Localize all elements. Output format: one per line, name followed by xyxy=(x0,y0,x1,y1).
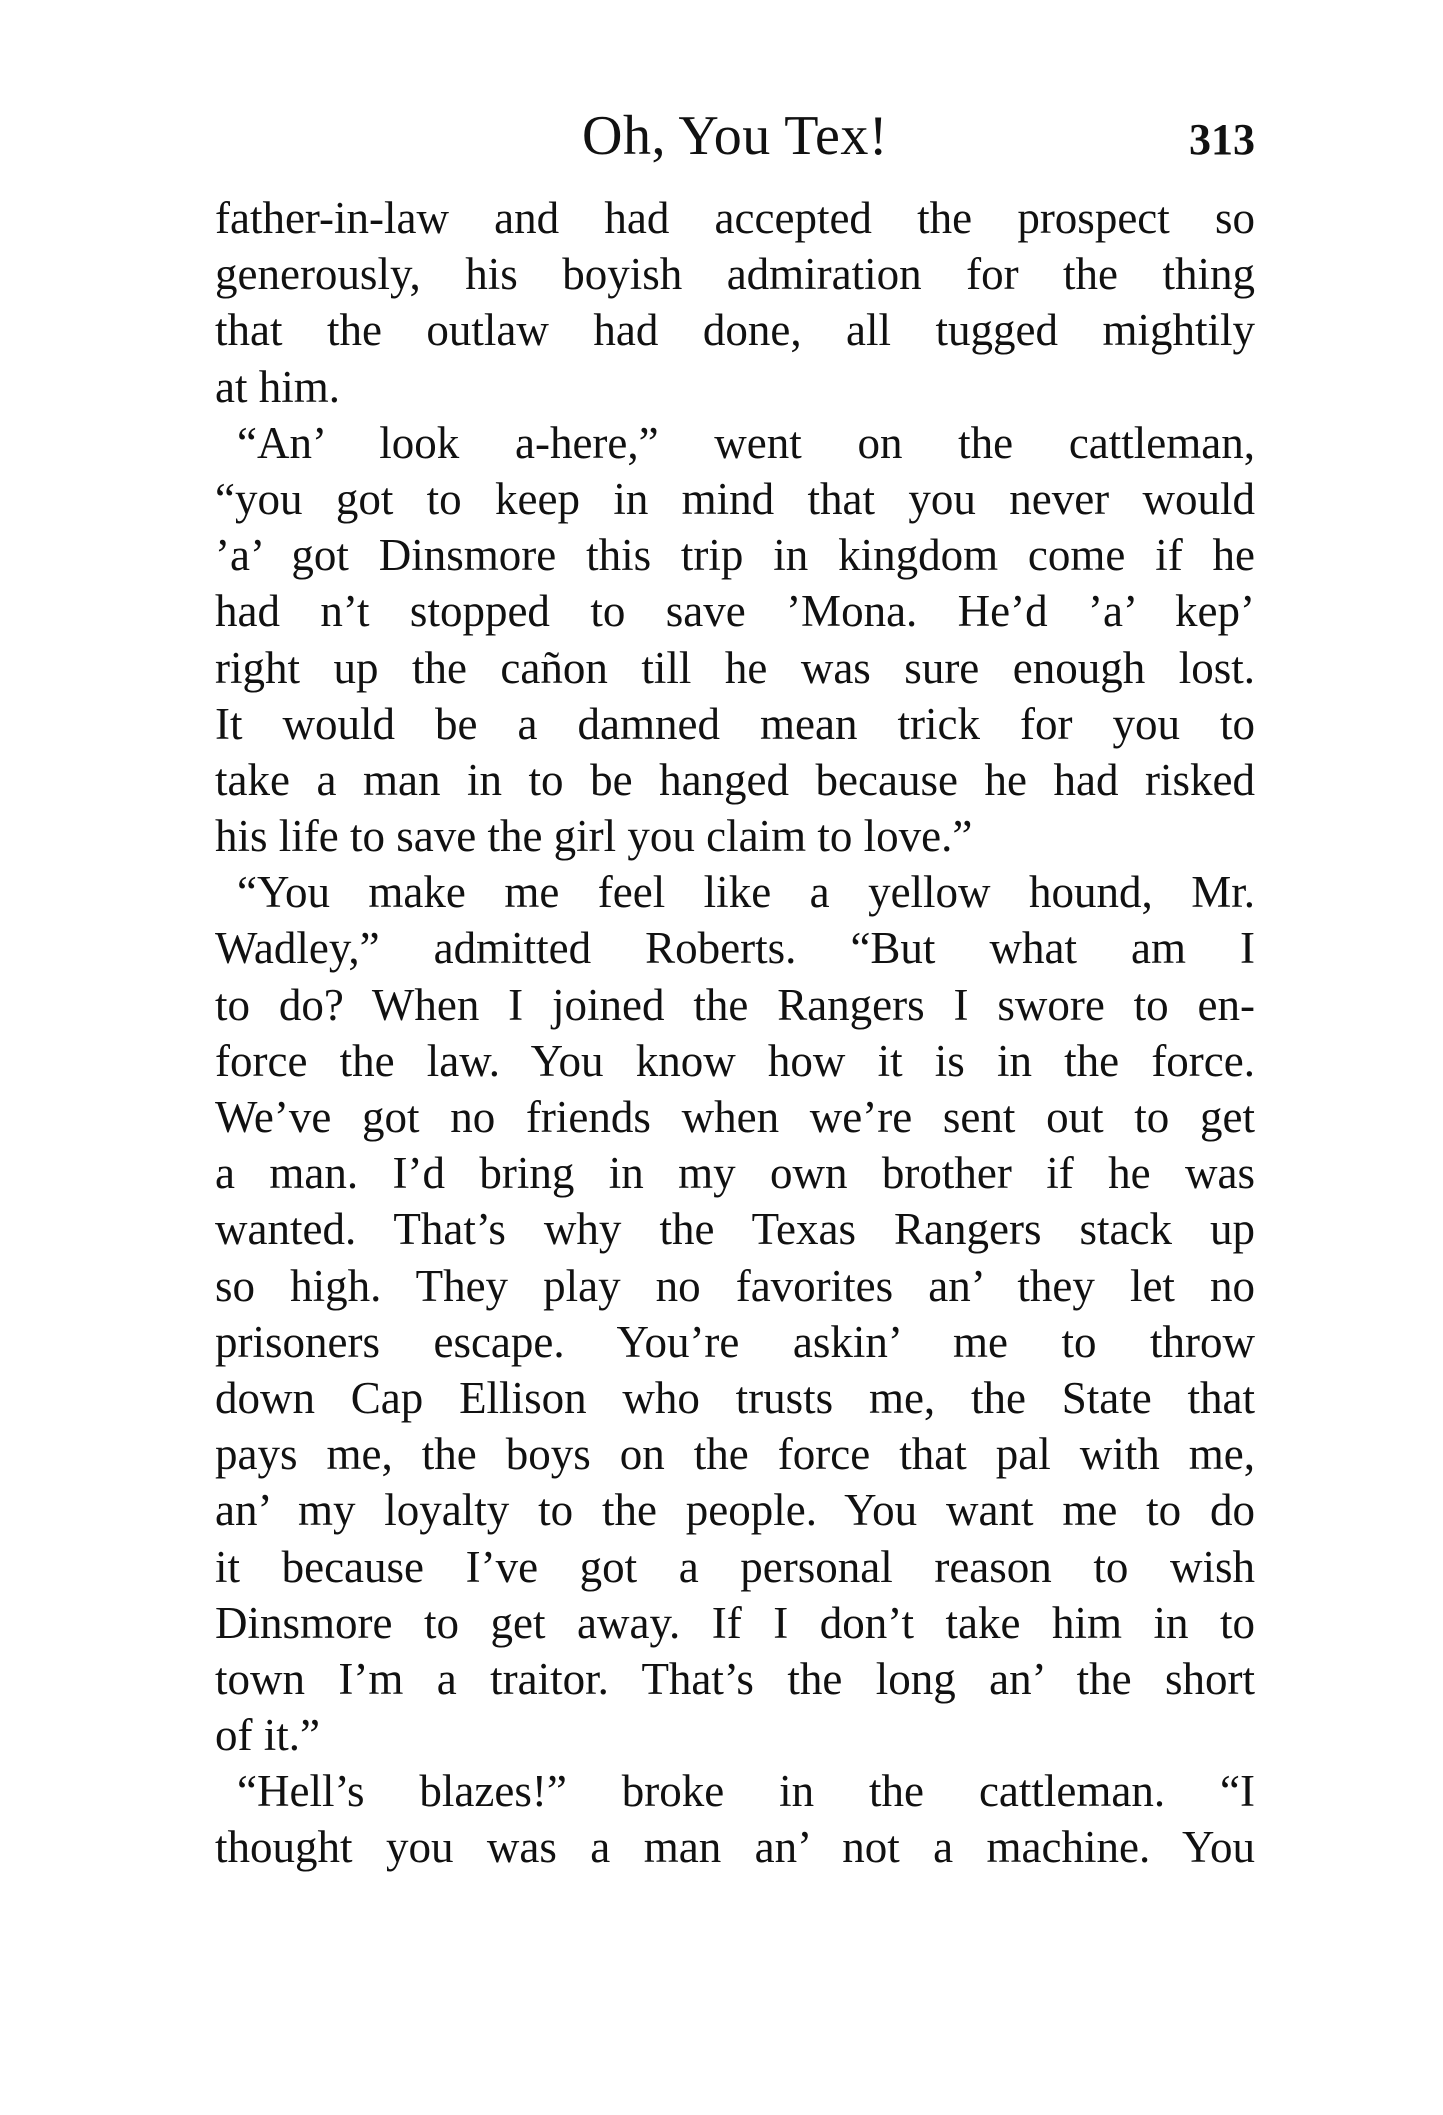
text-line: ’a’ got Dinsmore this trip in kingdom come if he xyxy=(215,530,1255,581)
text-line: town I’m a traitor. That’s the long an’ the short xyxy=(215,1653,1255,1704)
text-line: prisoners escape. You’re askin’ me to throw xyxy=(215,1316,1255,1367)
text-line: force the law. You know how it is in the force. xyxy=(215,1035,1255,1086)
text-line: of it.” xyxy=(215,1710,320,1761)
text-line: an’ my loyalty to the people. You want me to do xyxy=(215,1485,1255,1536)
running-title: Oh, You Tex! xyxy=(582,105,888,167)
page-header xyxy=(215,96,1255,176)
text-line: wanted. That’s why the Texas Rangers stack up xyxy=(215,1204,1255,1255)
text-line: Dinsmore to get away. If I don’t take him in to xyxy=(215,1597,1255,1648)
text-line: pays me, the boys on the force that pal with me, xyxy=(215,1429,1255,1480)
text-line: it because I’ve got a personal reason to wish xyxy=(215,1541,1255,1592)
text-line: Wadley,” admitted Roberts. “But what am I xyxy=(215,923,1255,974)
text-line: “you got to keep in mind that you never would xyxy=(215,473,1255,524)
text-line: right up the cañon till he was sure enough lost. xyxy=(215,642,1255,693)
text-line: We’ve got no friends when we’re sent out to get xyxy=(215,1092,1255,1142)
body-text xyxy=(215,190,1255,1876)
text-line: take a man in to be hanged because he had risked xyxy=(215,754,1255,805)
text-line: “An’ look a-here,” went on the cattleman, xyxy=(237,417,1255,468)
text-line: that the outlaw had done, all tugged mightily xyxy=(215,305,1255,356)
text-line: father-in-law and had accepted the prospect so xyxy=(215,193,1255,243)
text-line: “You make me feel like a yellow hound, Mr. xyxy=(237,867,1255,918)
text-line: so high. They play no favorites an’ they let no xyxy=(215,1260,1255,1311)
text-line: “Hell’s blazes!” broke in the cattleman. “I xyxy=(237,1766,1255,1817)
text-line: a man. I’d bring in my own brother if he was xyxy=(215,1148,1255,1199)
text-line: generously, his boyish admiration for the thing xyxy=(215,249,1255,300)
text-line: thought you was a man an’ not a machine. You xyxy=(215,1822,1255,1873)
text-line: at him. xyxy=(215,361,340,412)
text-line: had n’t stopped to save ’Mona. He’d ’a’ kep’ xyxy=(215,586,1255,637)
text-line: to do? When I joined the Rangers I swore to en- xyxy=(215,979,1255,1030)
page-number: 313 xyxy=(1189,115,1255,164)
text-line: his life to save the girl you claim to love.” xyxy=(215,811,973,862)
text-line: It would be a damned mean trick for you to xyxy=(215,698,1255,749)
text-line: down Cap Ellison who trusts me, the State that xyxy=(215,1372,1255,1423)
